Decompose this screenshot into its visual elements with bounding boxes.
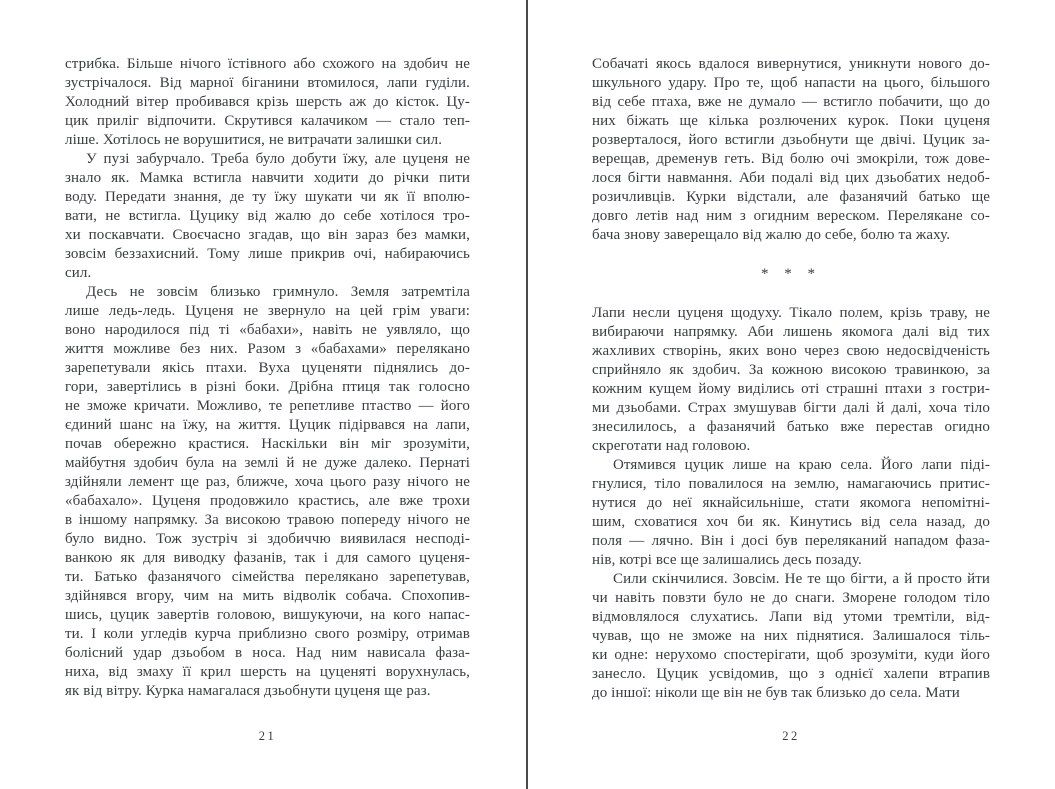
text-line: ти. І коли угледів курча приблизно свого розміру, отримав bbox=[65, 626, 470, 642]
text-line: шкульного удару. Про те, щоб напасти на цього, більшого bbox=[592, 75, 990, 91]
text-line: Холодний вітер пробивався крізь шерсть аж до кісток. Цу- bbox=[65, 94, 470, 110]
text-line: розичливців. Курки відстали, але фазанячий батько ще bbox=[592, 189, 990, 205]
text-line: ліше. Хотілось не ворушитися, не витрачати залишки сил. bbox=[65, 132, 443, 148]
page-right bbox=[592, 0, 990, 789]
text-line: гори, завертілись в різні боки. Дрібна птиця так голосно bbox=[65, 379, 470, 395]
page-text bbox=[592, 0, 990, 703]
text-line: ти. Батько фазанячого сімейства перелякано зарепетував, bbox=[65, 569, 470, 585]
text-line: як від вітру. Курка намагалася дзьобнути цуценя ще раз. bbox=[65, 683, 431, 699]
text-line: бача знову заверещало від жалю до себе, болю та жаху. bbox=[592, 227, 951, 243]
page-left bbox=[65, 0, 470, 789]
text-line: ми дзьобами. Страх змушував бігти далі й далі, хоча тіло bbox=[592, 400, 990, 416]
page-number-left: 21 bbox=[258, 729, 277, 743]
text-line: нів, котрі все ще залишались десь позаду. bbox=[592, 552, 862, 568]
text-line: здійнявся вгору, чим на мить відволік собача. Спохопив- bbox=[65, 588, 470, 604]
text-line: знесилилось, а фазанячий батько вже перестав огидно bbox=[592, 419, 990, 435]
text-line: лося бігти навмання. Аби подалі від цих дзьобатих недоб- bbox=[592, 170, 990, 186]
text-line: поля — лячно. Він і досі був переляканий нападом фаза- bbox=[592, 533, 990, 549]
text-line: чував, що не зможе на них піднятися. Залишалося тіль- bbox=[592, 628, 990, 644]
text-line: гнулися, тіло повалилося на землю, намагаючись притис- bbox=[592, 476, 990, 492]
text-line: воду. Передати знання, де ту їжу шукати чи як її вполю- bbox=[65, 189, 470, 205]
text-line: знало як. Мамка встигла навчити ходити до річки пити bbox=[65, 170, 470, 186]
section-separator: * * * bbox=[761, 266, 821, 282]
text-line: жахливих створінь, яких воно через свою недосвідченість bbox=[592, 343, 990, 359]
text-line: до іншої: ніколи ще він не був так близько до села. Мати bbox=[592, 685, 960, 701]
text-line: цик приліг відпочити. Скрутився калачиком — стало теп- bbox=[65, 113, 470, 129]
text-line: ниха, від змаху її крил шерсть на цуценяті ворухнулась, bbox=[65, 664, 470, 680]
text-line: сил. bbox=[65, 265, 92, 281]
text-line: довго летів над ним з огидним вереском. Перелякане со- bbox=[592, 208, 990, 224]
text-line: шись, цуцик завертів головою, вишукуючи, на кого напас- bbox=[65, 607, 470, 623]
text-line: зовсім беззахисний. Тому лише прикрив очі, набираючись bbox=[65, 246, 470, 262]
text-line: болісний удар дзьобом в носа. Над ним нависала фаза- bbox=[65, 645, 470, 661]
text-line: чи навіть повзти було не до снаги. Зморене голодом тіло bbox=[592, 590, 990, 606]
text-line: зустрічалося. Від марної біганини втомилося, лапи гуділи. bbox=[65, 75, 470, 91]
text-line: вати, не встигла. Цуцику від жалю до себе хотілося тро- bbox=[65, 208, 470, 224]
text-line: стрибка. Більше нічого їстівного або схожого на здобич не bbox=[65, 56, 470, 72]
text-line: верещав, дременув геть. Від болю очі змокріли, тож дове- bbox=[592, 151, 990, 167]
text-line: занесло. Цуцик усвідомив, що з однієї халепи втрапив bbox=[592, 666, 990, 682]
text-line: від себе птаха, вже не думало — встигло побачити, що до bbox=[592, 94, 990, 110]
text-line: почав обережно крастися. Наскільки він міг зрозуміти, bbox=[65, 436, 470, 452]
page-number-right: 22 bbox=[782, 729, 800, 743]
text-line: єдиний шанс на їжу, на життя. Цуцик підірвався на лапи, bbox=[65, 417, 470, 433]
text-line: Лапи несли цуценя щодуху. Тікало полем, крізь траву, не bbox=[592, 305, 990, 321]
page-text bbox=[65, 0, 470, 701]
text-line: зарепетували якісь птахи. Вуха цуценяти піднялись до- bbox=[65, 360, 470, 376]
text-line: вибираючи напрямку. Аби лишень якомога далі від тих bbox=[592, 324, 990, 340]
text-line: сприйняло як здобич. За кожною високою травинкою, за bbox=[592, 362, 990, 378]
text-line: не зможе кричати. Можливо, те репетливе птаство — його bbox=[65, 398, 470, 414]
text-line: «бабахало». Цуценя продовжило крастись, але вже трохи bbox=[65, 493, 470, 509]
text-line: кожним кущем йому виділись оті страшні птахи з гостри- bbox=[592, 381, 990, 397]
text-line: майбутня здобич була на землі й не дуже далеко. Пернаті bbox=[65, 455, 470, 471]
text-line: хи поскавчати. Своєчасно згадав, що він зараз без мамки, bbox=[65, 227, 470, 243]
text-line: розверталося, його встигли дзьобнути ще двічі. Цуцик за- bbox=[592, 132, 990, 148]
text-line: Собачаті якось вдалося вивернутися, уникнути нового до- bbox=[592, 56, 990, 72]
page-divider bbox=[526, 0, 528, 789]
text-line: шим, сховатися хоч би як. Кинутись від села назад, до bbox=[592, 514, 990, 530]
text-line: було видно. Тож зустріч зі здобиччю виявилася несподі- bbox=[65, 531, 470, 547]
text-line: відмовлялося слухатись. Лапи від утоми тремтіли, від- bbox=[592, 609, 990, 625]
text-line: здійняли лемент ще раз, ближче, хоча цього разу нічого не bbox=[65, 474, 470, 490]
text-line: ки одне: нерухомо спостерігати, щоб зрозуміти, куди його bbox=[592, 647, 990, 663]
text-line: Отямився цуцик лише на краю села. Його лапи піді- bbox=[613, 457, 990, 473]
text-line: ванкою як для виводку фазанів, так і для самого цуценя- bbox=[65, 550, 470, 566]
text-line: життя можливе без них. Разом з «бабахами» перелякано bbox=[65, 341, 470, 357]
text-line: нутися до неї якнайсильніше, стати якомога непомітні- bbox=[592, 495, 990, 511]
text-line: У пузі забурчало. Треба було добути їжу, але цуценя не bbox=[86, 151, 470, 167]
text-line: воно народилося під ті «бабахи», навіть не уявляло, що bbox=[65, 322, 470, 338]
text-line: в іншому напрямку. За високою травою попереду нічого не bbox=[65, 512, 470, 528]
text-line: Сили скінчилися. Зовсім. Не те що бігти, а й просто йти bbox=[613, 571, 990, 587]
text-line: Десь не зовсім близько гримнуло. Земля затремтіла bbox=[86, 284, 470, 300]
text-line: лише ледь-ледь. Цуценя не звернуло на цей грім уваги: bbox=[65, 303, 470, 319]
text-line: скреготати над головою. bbox=[592, 438, 751, 454]
text-line: них біжать ще кілька розлючених курок. Поки цуценя bbox=[592, 113, 990, 129]
